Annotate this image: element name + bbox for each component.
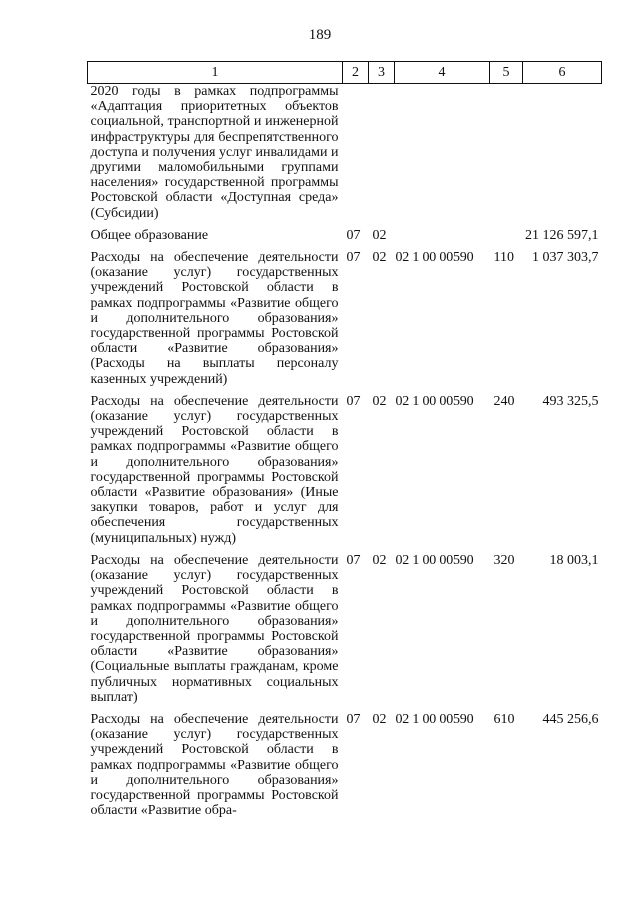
row-amount: 493 325,5 bbox=[542, 393, 599, 409]
row-amount: 445 256,6 bbox=[542, 711, 599, 727]
row-amount: 1 037 303,7 bbox=[532, 250, 599, 266]
table-row bbox=[88, 228, 602, 250]
row-razdel bbox=[343, 84, 369, 228]
row-expense-type: 320 bbox=[493, 552, 515, 568]
row-name: 2020 годы в рамках подпрограммы «Адаптация приоритетных объектов социальной, транспортной и инженерной инфраструктуры для беспрепятственного доступа и получения услуг инвалидами и другими маломобильными группами населения» государственной программы Ростовской области «Доступная среда» (Субсидии) bbox=[90, 84, 339, 221]
table-row bbox=[88, 712, 602, 825]
row-name: Расходы на обеспечение деятельности (оказание услуг) государственных учреждений Ростовской области в рамках подпрограммы «Развитие общего и дополнительного образования» государственной программы Ростовской области «Развитие образования» (Социальные выплаты гражданам, кроме публичных нормативных социальных выплат) bbox=[90, 552, 339, 705]
row-name: Расходы на обеспечение деятельности (оказание услуг) государственных учреждений Ростовской области в рамках подпрограммы «Развитие общего и дополнительного образования» государственной программы Ростовской области «Развитие образования» (Расходы на выплаты персоналу казенных учреждений) bbox=[90, 250, 339, 387]
row-expense-type: 110 bbox=[493, 250, 514, 266]
row-target-article: 02 1 00 00590 bbox=[395, 552, 474, 568]
header-col-6: 6 bbox=[523, 62, 602, 84]
row-podrazdel: 02 bbox=[372, 227, 387, 243]
header-col-1: 1 bbox=[88, 62, 343, 84]
row-podrazdel: 02 bbox=[372, 552, 387, 568]
header-col-5: 5 bbox=[490, 62, 523, 84]
header-col-3: 3 bbox=[369, 62, 395, 84]
row-razdel: 07 bbox=[346, 250, 361, 266]
page-number: 189 bbox=[308, 27, 332, 43]
table-row bbox=[88, 553, 602, 712]
header-col-2: 2 bbox=[343, 62, 369, 84]
row-name: Расходы на обеспечение деятельности (оказание услуг) государственных учреждений Ростовской области в рамках подпрограммы «Развитие общего и дополнительного образования» государственной программы Ростовской области «Развитие обра- bbox=[90, 711, 339, 819]
row-razdel: 07 bbox=[346, 393, 361, 409]
row-name: Общее образование bbox=[90, 227, 209, 243]
row-podrazdel bbox=[369, 84, 395, 228]
row-podrazdel: 02 bbox=[372, 250, 387, 266]
row-target-article: 02 1 00 00590 bbox=[395, 250, 474, 266]
row-expense-type bbox=[490, 84, 523, 228]
budget-table bbox=[87, 61, 602, 825]
header-col-4: 4 bbox=[395, 62, 490, 84]
row-name: Расходы на обеспечение деятельности (оказание услуг) государственных учреждений Ростовской области в рамках подпрограммы «Развитие общего и дополнительного образования» государственной программы Ростовской области «Развитие образования» (Иные закупки товаров, работ и услуг для обеспечения государственных (муниципальных) нужд) bbox=[90, 393, 339, 546]
table-row bbox=[88, 250, 602, 394]
row-expense-type: 240 bbox=[493, 393, 515, 409]
row-razdel: 07 bbox=[346, 552, 361, 568]
row-expense-type: 610 bbox=[493, 711, 515, 727]
row-target-article: 02 1 00 00590 bbox=[395, 711, 474, 727]
row-target-article bbox=[395, 228, 490, 250]
row-podrazdel: 02 bbox=[372, 711, 387, 727]
row-amount: 21 126 597,1 bbox=[525, 227, 599, 243]
row-amount bbox=[523, 84, 602, 228]
row-razdel: 07 bbox=[346, 227, 361, 243]
row-amount: 18 003,1 bbox=[549, 552, 599, 568]
row-expense-type bbox=[490, 228, 523, 250]
table-header-row bbox=[88, 62, 602, 84]
row-target-article: 02 1 00 00590 bbox=[395, 393, 474, 409]
row-podrazdel: 02 bbox=[372, 393, 387, 409]
table-row bbox=[88, 84, 602, 228]
row-target-article bbox=[395, 84, 490, 228]
table-row bbox=[88, 394, 602, 553]
row-razdel: 07 bbox=[346, 711, 361, 727]
